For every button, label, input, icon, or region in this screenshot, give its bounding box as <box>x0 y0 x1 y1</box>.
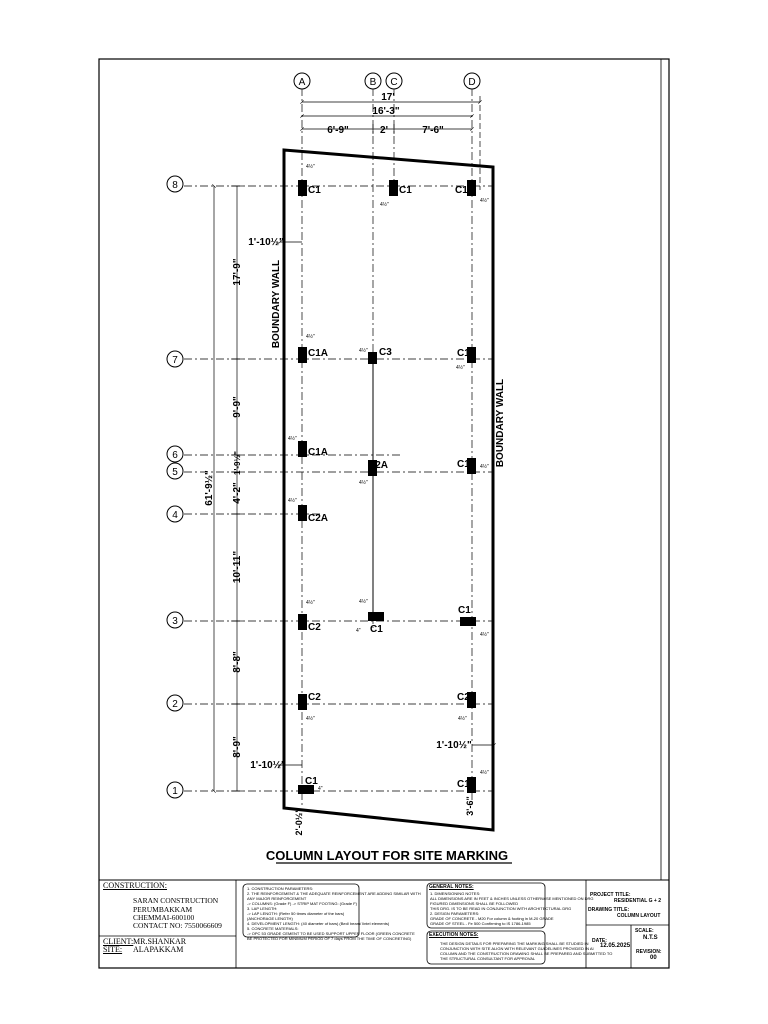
dim-bottom-d: 3'-6" <box>465 796 475 816</box>
ecc-1a: 4" <box>318 786 323 792</box>
ecc-8d: 4½" <box>480 198 489 204</box>
company-contact: CONTACT NO: 7550066609 <box>133 921 222 930</box>
general-notes-title: GENERAL NOTES: <box>429 884 474 890</box>
outer-frame <box>99 59 669 968</box>
dim-2-to-1: 8'-9" <box>232 736 243 758</box>
client-label: CLIENT: <box>103 937 134 946</box>
dim-7-to-5: 9'-9" <box>232 396 243 418</box>
project-title-label: PROJECT TITLE: <box>590 892 631 898</box>
dim-bottom-a: 2'-0½" <box>294 808 304 836</box>
ecc-8a: 4½" <box>306 164 315 170</box>
svg-text:6: 6 <box>172 450 178 461</box>
ecc-7a: 4½" <box>306 334 315 340</box>
dim-overall-length: 61'-9½" <box>204 470 215 506</box>
construction-parameters: 1. CONSTRUCTION PARAMETERS: 2. THE REINFORCEMENT & THE ADEQUATE REINFORCEMENT ARE ADDING SIMILAR WITH ANY MAJOR REINFORCEMENT -> COLUMNS: (Grade F) -> STRIP MAT FOOTING: (Grade F) 3. LAP LENGTH: -> LAP LENGTH: (Refer 50 times diameter of the bars) (ANCHORAGE LENGTH) 4. DEVELOPMENT LENGTH: (40 diameter of bars) (Bed/ beam/ lintel elements) 5. CONCRETE MATERIALS: -> OPC 53 GRADE CEMENT TO BE USED SUPPORT UPPER FLOOR (GREEN CONCRETE BE PROTECTED FOR MINIMUM PERIOD OF 7 days FROM THE TIME OF CONCRETING) <box>247 886 421 941</box>
ecc-7b: 4½" <box>359 348 368 354</box>
grid-bubble-8 <box>167 176 183 192</box>
column-3d <box>460 617 476 626</box>
ecc-5b: 4½" <box>359 480 368 486</box>
grid-bubble-b <box>365 73 381 89</box>
column-label-8c: C1 <box>399 185 412 196</box>
svg-text:D: D <box>468 77 476 88</box>
grid-bubble-5 <box>167 463 183 479</box>
column-label-6a: C1A <box>308 447 329 458</box>
ecc-1d: 4½" <box>480 770 489 776</box>
column-label-7b: C3 <box>379 347 392 358</box>
dim-bottom-right-offset: 1'-10½" <box>436 740 472 751</box>
execution-notes: THE DESIGN DETAILS FOR PREPARING THE MARKING SHALL BE STUDIED IN CONJUNCTION WITH SITE ALIGN WITH RELEVANT GUIDELINES PROVIDED IN AI COLUMN AND THE CONSTRUCTION DRAWING SHALL BE PREPARED AND SUBMITTED TO THE STRUCTURAL CONSULTANT FOR APPROVAL <box>440 941 613 961</box>
company-address-2: CHEMMAI-600100 <box>133 913 195 922</box>
site-name: ALAPAKKAM <box>133 945 184 954</box>
grid-lines-horizontal <box>184 186 492 791</box>
grid-bubble-3 <box>167 612 183 628</box>
drawing-title-value: COLUMN LAYOUT <box>617 913 661 919</box>
company-name: SARAN CONSTRUCTION <box>133 896 219 905</box>
column-3b <box>368 612 384 621</box>
column-label-8d: C1 <box>455 185 468 196</box>
dim-5-to-4: 4'-2" <box>232 482 243 504</box>
svg-text:5: 5 <box>172 467 178 478</box>
column-label-7d: C1 <box>457 348 470 359</box>
column-label-3a: C2 <box>308 622 321 633</box>
site-label: SITE: <box>103 945 123 954</box>
column-label-3b: C1 <box>370 624 383 635</box>
ecc-3b-alt: 4" <box>356 628 361 634</box>
dim-a-to-d: 16'-3" <box>372 106 400 117</box>
dim-overall-width: 17' <box>381 92 395 103</box>
drawing-title: COLUMN LAYOUT FOR SITE MARKING <box>265 848 509 863</box>
svg-text:8: 8 <box>172 180 178 191</box>
drawing-title-label: DRAWING TITLE: <box>588 907 630 913</box>
ecc-4a: 4½" <box>288 498 297 504</box>
column-label-7a: C1A <box>308 348 329 359</box>
svg-text:2: 2 <box>172 699 178 710</box>
boundary-wall-label-left: BOUNDARY WALL <box>271 259 282 349</box>
date-label: DATE: <box>592 938 607 944</box>
scale-value: N.T.S <box>643 935 658 941</box>
revision-value: 00 <box>650 955 657 961</box>
column-label-3d: C1 <box>458 605 471 616</box>
svg-text:1: 1 <box>172 786 178 797</box>
ecc-8c: 4½" <box>380 202 389 208</box>
column-label-8a: C1 <box>308 185 321 196</box>
scale-label: SCALE: <box>635 928 654 934</box>
grid-bubble-1 <box>167 782 183 798</box>
column-2a <box>298 694 307 710</box>
column-8c <box>389 180 398 196</box>
ecc-5d: 4½" <box>480 464 489 470</box>
grid-bubble-4 <box>167 506 183 522</box>
column-7a <box>298 347 307 363</box>
grid-bubble-d <box>464 73 480 89</box>
dim-b-to-c: 2' <box>380 125 388 136</box>
execution-notes-title: EXECUTION NOTES: <box>429 932 479 938</box>
ecc-2d: 4½" <box>458 716 467 722</box>
dim-4-to-3: 10'-11" <box>232 550 243 584</box>
grid-bubble-a <box>294 73 310 89</box>
column-label-5b: C2A <box>368 460 389 471</box>
svg-text:A: A <box>298 77 306 88</box>
column-8d <box>467 180 476 196</box>
svg-text:3: 3 <box>172 616 178 627</box>
construction-heading: CONSTRUCTION: <box>103 881 168 890</box>
dim-3-to-2: 8'-8" <box>232 651 243 673</box>
ecc-6a: 4½" <box>288 436 297 442</box>
project-title: RESIDENTIAL G + 2 <box>614 898 662 904</box>
ecc-7d: 4½" <box>456 365 465 371</box>
dim-bottom-left-offset: 1'-10½" <box>250 760 286 771</box>
column-8a <box>298 180 307 196</box>
client-name: MR.SHANKAR <box>133 937 187 946</box>
column-label-1a: C1 <box>305 776 318 787</box>
revision-label: REVISION: <box>636 949 662 955</box>
svg-text:7: 7 <box>172 355 178 366</box>
column-3a <box>298 614 307 630</box>
dim-a-to-b: 6'-9" <box>327 125 349 136</box>
grid-bubble-7 <box>167 351 183 367</box>
column-label-1d: C1 <box>457 779 470 790</box>
columns <box>298 180 476 794</box>
ecc-3b: 4½" <box>359 599 368 605</box>
dim-8-to-7: 17'-9" <box>232 258 243 286</box>
ecc-3a: 4½" <box>306 600 315 606</box>
dim-top-offset: 1'-10½" <box>248 237 284 248</box>
svg-text:C: C <box>390 77 398 88</box>
ecc-2a: 4½" <box>306 716 315 722</box>
column-label-2d: C2 <box>457 692 470 703</box>
grid-bubble-2 <box>167 695 183 711</box>
svg-text:4: 4 <box>172 510 178 521</box>
column-6a <box>298 441 307 457</box>
dim-c-to-d: 7'-6" <box>422 125 444 136</box>
general-notes: 1. DIMENSIONING NOTES: ALL DIMENSIONS ARE IN FEET & INCHES UNLESS OTHERWISE MENTIONED ON DRG FIGURED DIMENSIONS SHALL BE FOLLOWED THIS DRG. IS TO BE READ IN CONJUNCTION WITH ARCHITECTURAL DRG 2. DESIGN PARAMETERS: GRADE OF CONCRETE - M20 For column & footing in M-20 GRADE GRADE OF STEEL - Fe 500 Confirming to IS 1786-1985 <box>430 891 594 926</box>
svg-text:B: B <box>369 77 377 88</box>
column-label-5d: C1 <box>457 459 470 470</box>
column-label-2a: C2 <box>308 692 321 703</box>
boundary-wall-label-right: BOUNDARY WALL <box>495 378 506 468</box>
date-value: 12.05.2025 <box>600 943 631 949</box>
ecc-3d: 4½" <box>480 632 489 638</box>
column-label-4a: C2A <box>308 513 329 524</box>
column-4a <box>298 505 307 521</box>
grid-bubble-6 <box>167 446 183 462</box>
boundary-wall <box>284 150 493 830</box>
column-7b <box>368 352 377 364</box>
grid-bubble-c <box>386 73 402 89</box>
dim-6-to-5: 1'-9½" <box>233 451 242 475</box>
company-address-1: PERUMBAKKAM <box>133 905 193 914</box>
left-dimensions <box>214 186 494 791</box>
